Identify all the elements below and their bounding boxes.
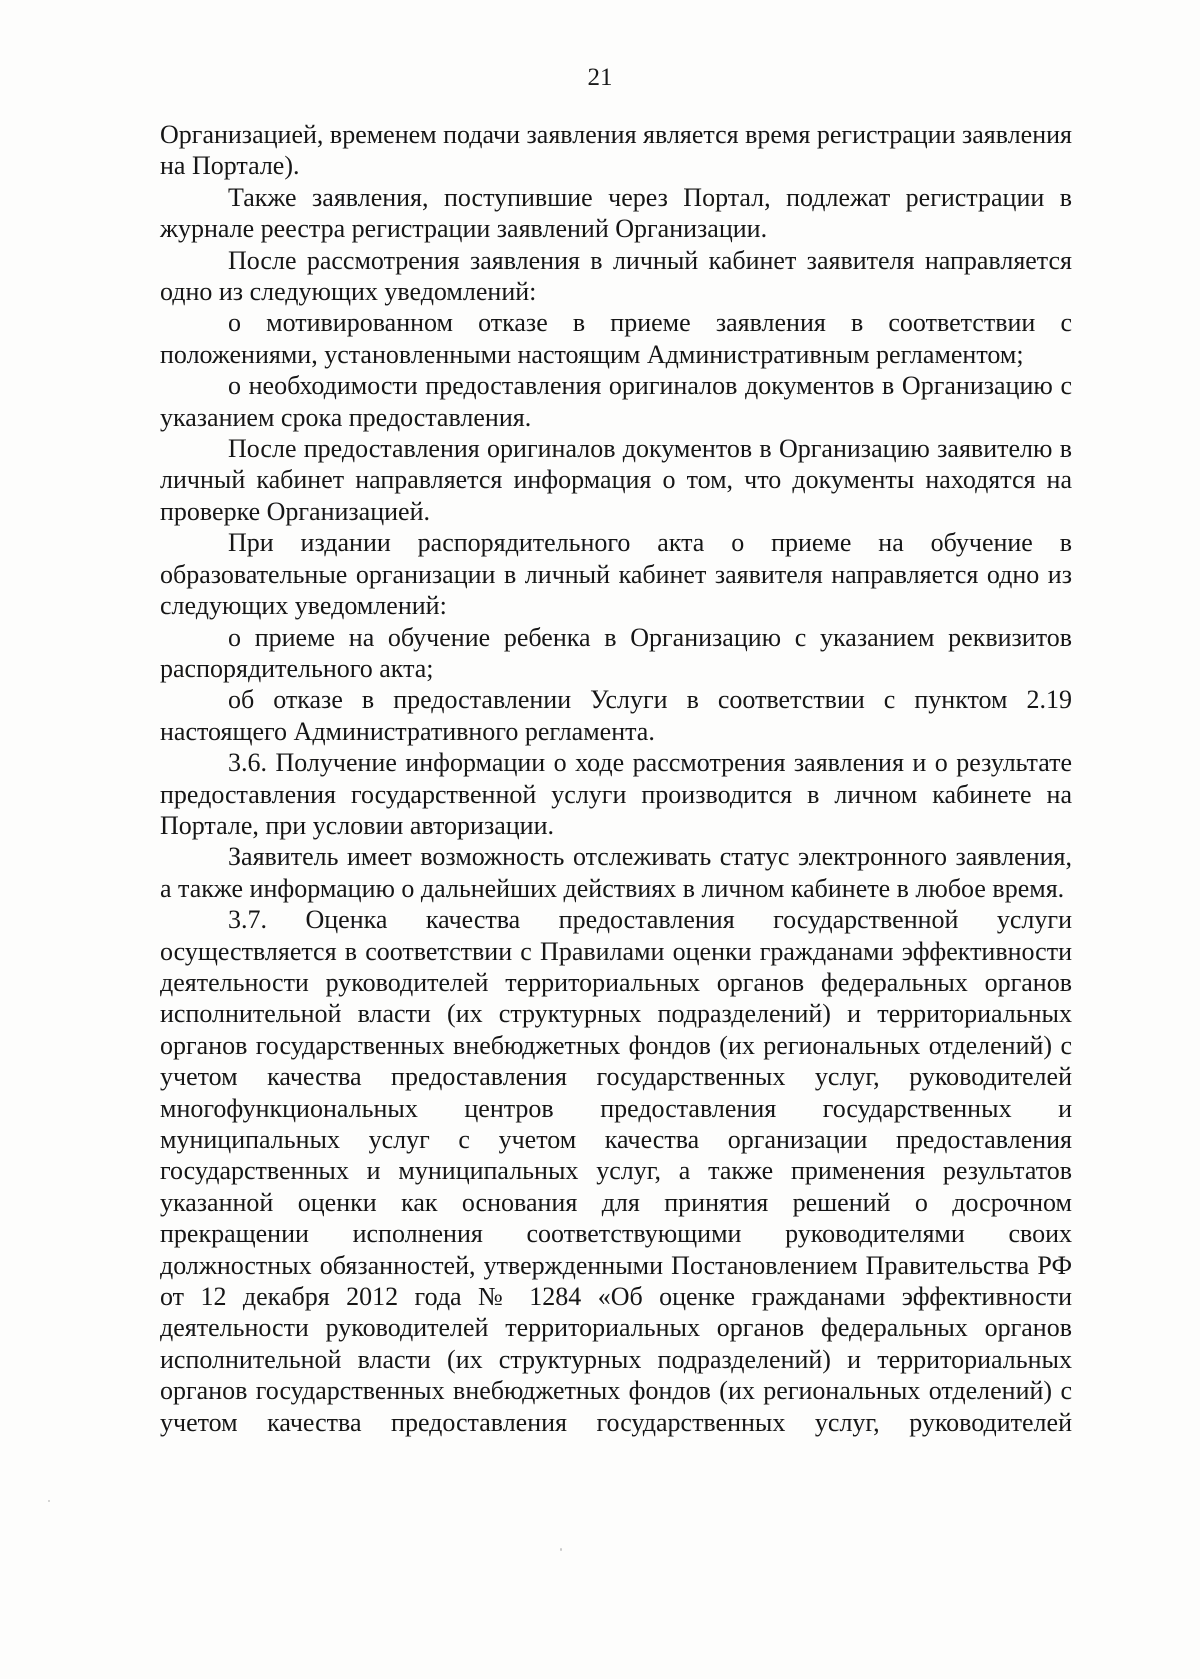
scan-speck <box>48 1500 50 1502</box>
paragraph: После предоставления оригиналов документов в Организацию заявителю в личный кабинет направляется информация о том, что документы находятся на проверке Организацией. <box>160 434 1072 526</box>
paragraph: о необходимости предоставления оригиналов документов в Организацию с указанием срока предоставления. <box>160 371 1072 432</box>
paragraph: Заявитель имеет возможность отслеживать статус электронного заявления, а также информацию о дальнейших действиях в личном кабинете в любое время. <box>160 842 1072 903</box>
paragraph: об отказе в предоставлении Услуги в соответствии с пунктом 2.19 настоящего Административного регламента. <box>160 685 1072 746</box>
paragraph: 3.6. Получение информации о ходе рассмотрения заявления и о результате предоставления государственной услуги производится в личном кабинете на Портале, при условии авторизации. <box>160 748 1072 840</box>
paragraph: При издании распорядительного акта о приеме на обучение в образовательные организации в личный кабинет заявителя направляется одно из следующих уведомлений: <box>160 528 1072 621</box>
scan-speck <box>560 1548 562 1551</box>
paragraph: Также заявления, поступившие через Портал, подлежат регистрации в журнале реестра регистрации заявлений Организации. <box>160 182 1072 244</box>
paragraph: Организацией, временем подачи заявления является время регистрации заявления на Портале). <box>160 120 1072 181</box>
body-text <box>160 119 1072 1438</box>
paragraph: После рассмотрения заявления в личный кабинет заявителя направляется одно из следующих уведомлений: <box>160 245 1072 307</box>
paragraph: о приеме на обучение ребенка в Организацию с указанием реквизитов распорядительного акта; <box>160 622 1072 683</box>
page-number: 21 <box>587 64 613 91</box>
paragraph: о мотивированном отказе в приеме заявления в соответствии с положениями, установленными настоящим Административным регламентом; <box>160 308 1072 369</box>
paragraph: 3.7. Оценка качества предоставления государственной услуги осуществляется в соответствии с Правилами оценки гражданами эффективности деятельности руководителей территориальных органов федеральных органов исполнительной власти (их структурных подразделений) и территориальных органов государственных внебюджетных фондов (их региональных отделений) с учетом качества предоставления государственных услуг, руководителей многофункциональных центров предоставления государственных и муниципальных услуг с учетом качества организации предоставления государственных и муниципальных услуг, а также применения результатов указанной оценки как основания для принятия решений о досрочном прекращении исполнения соответствующими руководителями своих должностных обязанностей, утвержденными Постановлением Правительства РФ от 12 декабря 2012 года № 1284 «Об оценке гражданами эффективности деятельности руководителей территориальных органов федеральных органов исполнительной власти (их структурных подразделений) и территориальных органов государственных внебюджетных фондов (их региональных отделений) с учетом качества предоставления государственных услуг, руководителей <box>160 905 1072 1437</box>
